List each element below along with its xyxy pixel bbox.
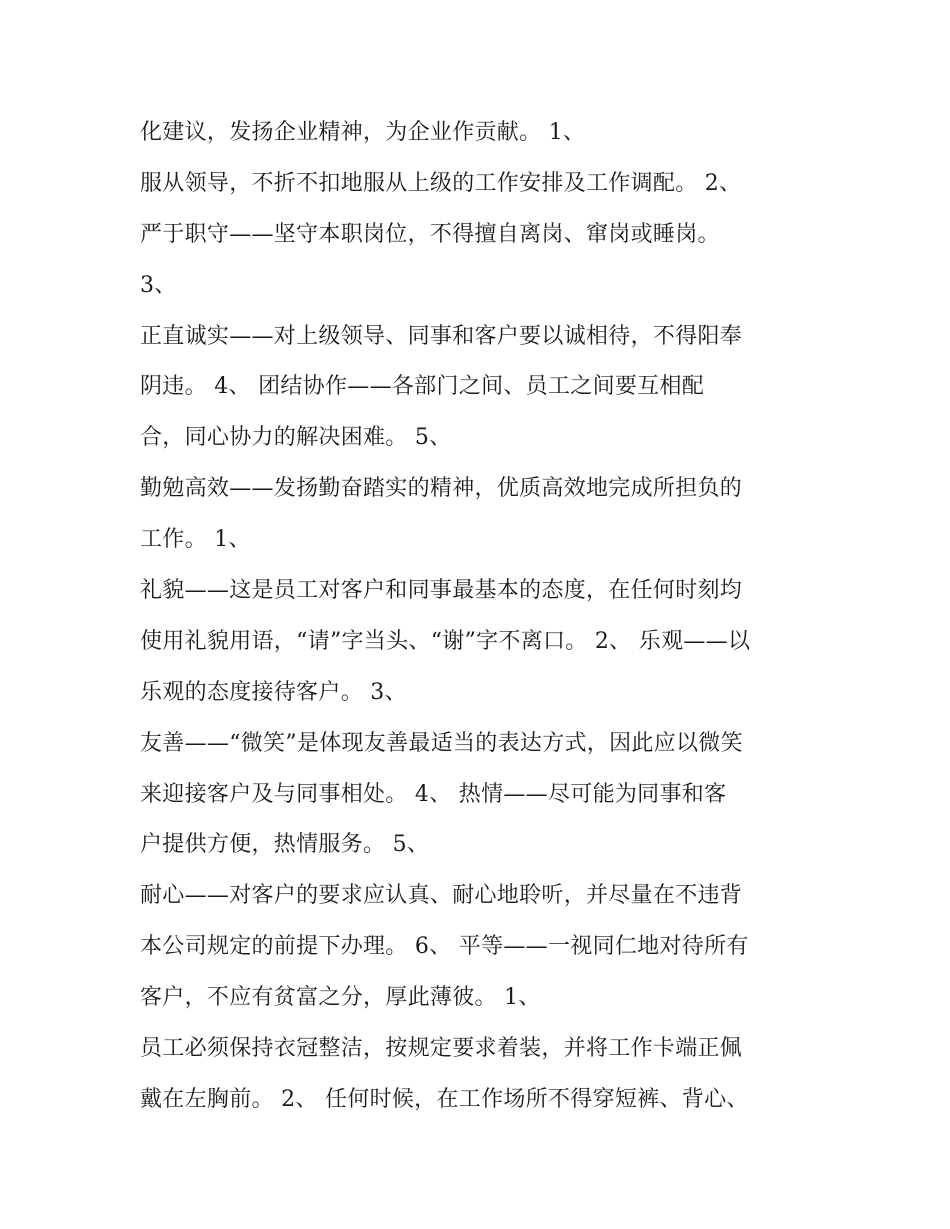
- text-line: 户提供方便，热情服务。 5、: [140, 832, 430, 858]
- text-line: 服从领导，不折不扣地服从上级的工作安排及工作调配。 2、: [140, 170, 742, 196]
- text-line: 礼貌——这是员工对客户和同事最基本的态度，在任何时刻均: [140, 578, 743, 604]
- text-line: 员工必须保持衣冠整洁，按规定要求着装，并将工作卡端正佩: [140, 1036, 743, 1062]
- text-line: 严于职守——坚守本职岗位，不得擅自离岗、窜岗或睡岗。: [140, 221, 720, 247]
- text-line: 乐观的态度接待客户。 3、: [140, 679, 407, 705]
- text-line: 阴违。 4、 团结协作——各部门之间、员工之间要互相配: [140, 374, 705, 400]
- text-line: 本公司规定的前提下办理。 6、 平等——一视同仁地对待所有: [140, 934, 749, 960]
- text-line: 正直诚实——对上级领导、同事和客户要以诚相待，不得阳奉: [140, 323, 743, 349]
- text-line: 化建议，发扬企业精神，为企业作贡献。 1、: [140, 120, 586, 145]
- text-line: 3、: [140, 272, 177, 298]
- text-line: 合，同心协力的解决困难。 5、: [140, 425, 452, 451]
- text-line: 友善——“微笑”是体现友善最适当的表达方式，因此应以微笑: [140, 730, 743, 756]
- document-body: [140, 108, 830, 1126]
- text-line: 戴在左胸前。 2、 任何时候，在工作场所不得穿短裤、背心、: [140, 1086, 749, 1112]
- text-line: 使用礼貌用语，“请”字当头、“谢”字不离口。 2、 乐观——以: [140, 628, 751, 654]
- text-line: 耐心——对客户的要求应认真、耐心地聆听，并尽量在不违背: [140, 883, 743, 909]
- text-line: 来迎接客户及与同事相处。 4、 热情——尽可能为同事和客: [140, 781, 727, 807]
- text-line: 客户，不应有贫富之分，厚此薄彼。 1、: [140, 985, 541, 1011]
- text-line: 勤勉高效——发扬勤奋踏实的精神，优质高效地完成所担负的: [140, 476, 743, 502]
- text-line: 工作。 1、: [140, 527, 251, 553]
